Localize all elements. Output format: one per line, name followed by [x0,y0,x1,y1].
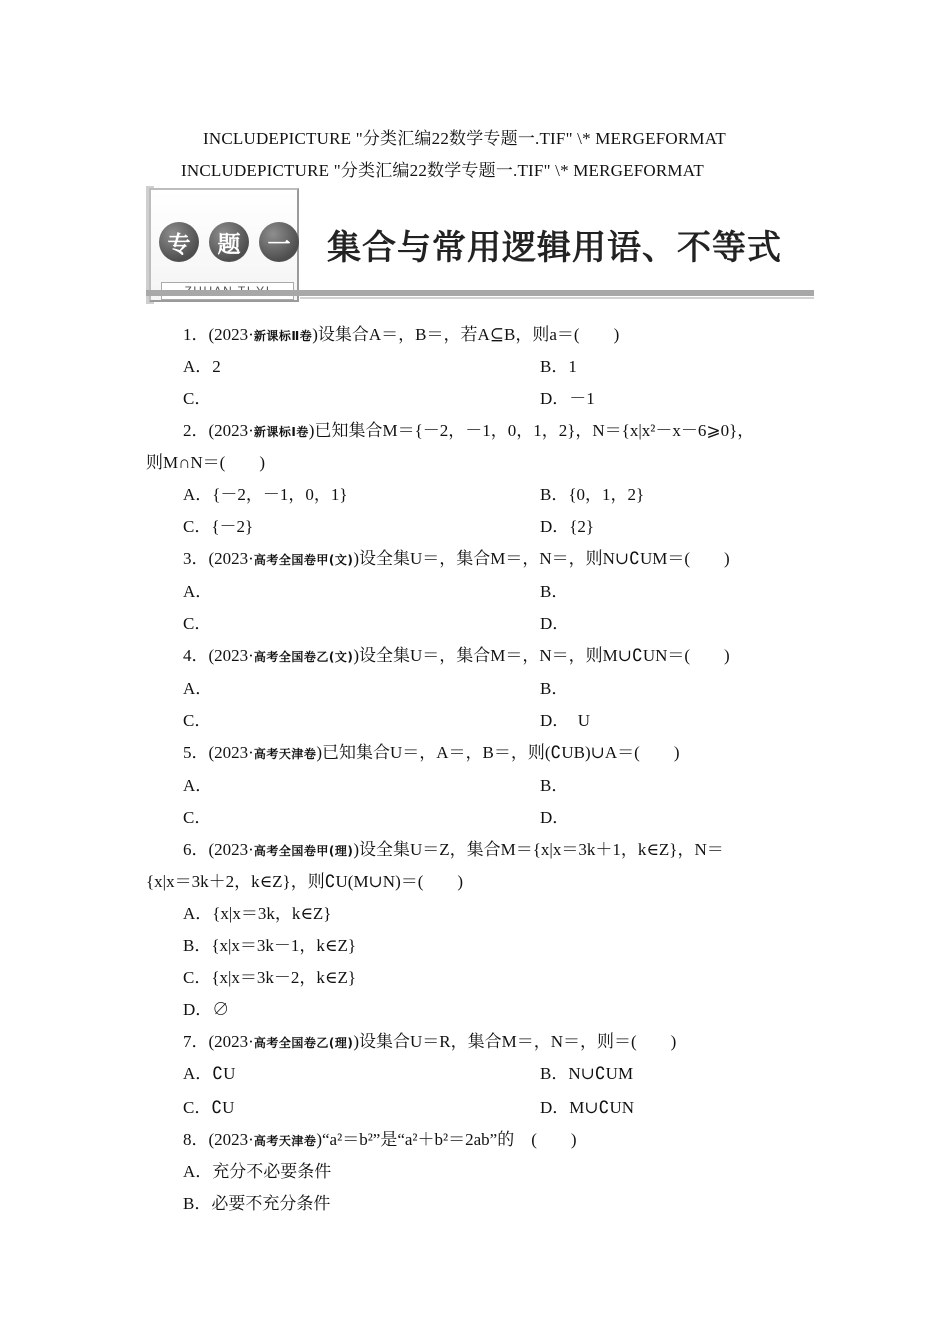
option: A．2 [183,357,221,376]
badge-char: 专 [159,222,199,262]
option: A． [183,679,213,698]
chapter-banner [146,186,814,310]
question-7: 7．(2023·高考全国卷乙(理))设集合U＝R，集合M＝，N＝，则＝( ) [183,1032,677,1051]
chapter-title: 集合与常用逻辑用语、不等式 [327,228,782,268]
option: C．∁U [183,1098,235,1117]
banner-rule [146,290,814,296]
source-tag: 高考全国卷甲(文) [253,553,354,567]
option: C． [183,711,212,730]
source-tag: 新课标Ⅰ卷 [253,425,309,439]
option: A．充分不必要条件 [183,1162,332,1181]
option: D． [540,808,570,827]
option: D．M∪∁UN [540,1098,635,1117]
option: D．－1 [540,389,595,408]
source-tag: 高考全国卷甲(理) [253,844,354,858]
option: C．{x|x＝3k－2，k∈Z} [183,968,357,987]
option: B． [540,776,569,795]
option: A．{x|x＝3k，k∈Z} [183,904,332,923]
source-tag: 高考全国卷乙(文) [253,650,354,664]
option: B． [540,582,569,601]
question-1: 1．(2023·新课标Ⅱ卷)设集合A＝，B＝，若A⊆B，则a＝( ) [183,325,620,344]
option: B．{0，1，2} [540,485,645,504]
option: D．{2} [540,517,595,536]
field-code-line: INCLUDEPICTURE "分类汇编22数学专题一.TIF" \* MERGEFORMAT [203,129,726,148]
option: D． U [540,711,591,730]
option: A．∁U [183,1064,236,1083]
option: A． [183,776,213,795]
option: D． [540,614,570,633]
option: B．必要不充分条件 [183,1194,331,1213]
banner-rule-light [300,297,814,299]
question-3: 3．(2023·高考全国卷甲(文))设全集U＝，集合M＝，N＝，则N∪∁UM＝( ) [183,549,730,568]
badge-char: 题 [209,222,249,262]
badge-char: 一 [259,222,299,262]
option: C． [183,808,212,827]
source-tag: 高考天津卷 [253,747,317,761]
source-tag: 高考全国卷乙(理) [253,1036,354,1050]
source-tag: 新课标Ⅱ卷 [253,329,313,343]
option: B．{x|x＝3k－1，k∈Z} [183,936,357,955]
field-code-line: INCLUDEPICTURE "分类汇编22数学专题一.TIF" \* MERGEFORMAT [181,161,704,180]
question-6-cont: {x|x＝3k＋2，k∈Z}，则∁U(M∪N)＝( ) [146,872,464,891]
question-2: 2．(2023·新课标Ⅰ卷)已知集合M＝{－2，－1，0，1，2}，N＝{x|x²－x－6⩾0}， [183,421,755,440]
question-8: 8．(2023·高考天津卷)“a²＝b²”是“a²＋b²＝2ab”的 ( ) [183,1130,577,1149]
option: C． [183,389,212,408]
option: A． [183,582,213,601]
question-2-cont: 则M∩N＝( ) [146,453,265,472]
question-6: 6．(2023·高考全国卷甲(理))设全集U＝Z，集合M＝{x|x＝3k＋1，k∈Z}，N＝ [183,840,724,859]
option: B．N∪∁UM [540,1064,634,1083]
option: B． [540,679,569,698]
option: B．1 [540,357,577,376]
option: C． [183,614,212,633]
option: D．∅ [183,1000,230,1019]
option: A．{－2，－1，0，1} [183,485,348,504]
question-4: 4．(2023·高考全国卷乙(文))设全集U＝，集合M＝，N＝，则M∪∁UN＝( ) [183,646,730,665]
option: C．{－2} [183,517,254,536]
source-tag: 高考天津卷 [253,1134,317,1148]
question-5: 5．(2023·高考天津卷)已知集合U＝，A＝，B＝，则(∁UB)∪A＝( ) [183,743,680,762]
chapter-badge [149,188,299,302]
